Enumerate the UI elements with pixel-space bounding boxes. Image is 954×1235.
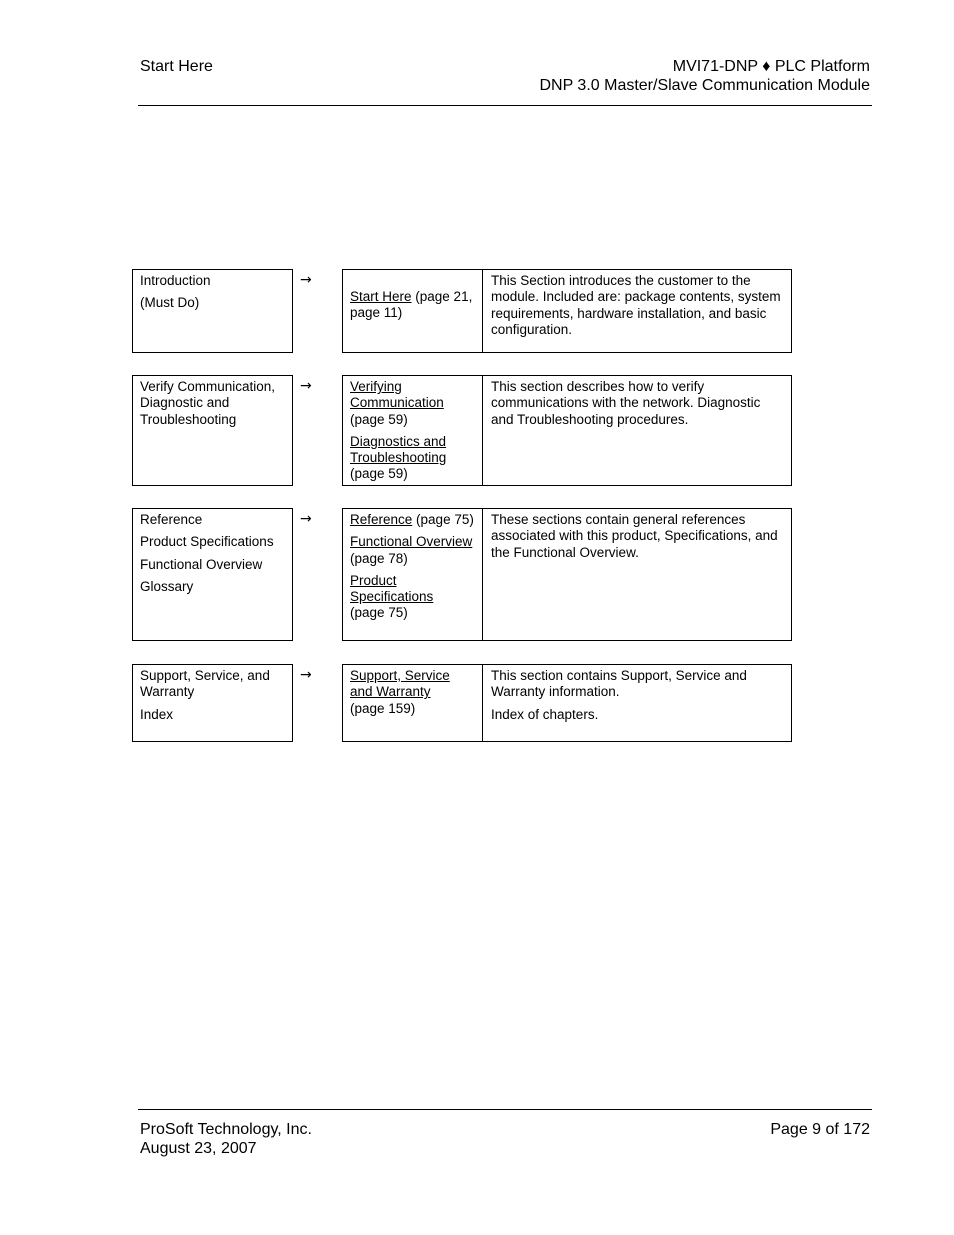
topic-cell [132, 508, 293, 641]
page-reference: (page 78) [350, 550, 408, 566]
topic-cell [132, 269, 293, 353]
description-text: Index of chapters. [491, 706, 599, 722]
topic-line: Support, Service, and Warranty [140, 668, 270, 700]
footer-page-number: Page 9 of 172 [770, 1121, 870, 1138]
description-text: This section describes how to verify communications with the network. Diagnostic and Troubleshooting procedures. [491, 379, 761, 427]
reference-entry [350, 573, 475, 622]
topic-cell [132, 375, 293, 486]
page-reference: (page 21, page 11) [350, 289, 473, 321]
link-support-service-warranty[interactable]: Support, Service and Warranty [350, 668, 450, 700]
header-divider [138, 105, 872, 106]
header-product-line2: DNP 3.0 Master/Slave Communication Module [539, 77, 870, 94]
guide-row-reference [132, 508, 792, 641]
header-section-title: Start Here [140, 58, 213, 75]
reference-entry [350, 534, 475, 567]
guide-row-support [132, 664, 792, 742]
right-arrow-icon: → [300, 667, 312, 683]
right-arrow-icon: → [300, 378, 312, 394]
right-arrow-icon: → [300, 272, 312, 288]
page-reference: (page 75) [350, 605, 408, 621]
topic-line: Verify Communication, Diagnostic and Troubleshooting [140, 379, 276, 427]
topic-line: Functional Overview [140, 556, 263, 572]
link-product-specifications[interactable]: Product Specifications [350, 572, 434, 605]
description-text: This section contains Support, Service and Warranty information. [491, 668, 747, 700]
description-cell [482, 375, 792, 486]
page-reference: (page 159) [350, 700, 416, 716]
footer-info [140, 1120, 312, 1158]
reference-entry [350, 434, 475, 483]
description-text: These sections contain general references associated with this product, Specifications, and the Functional Overview. [491, 512, 778, 560]
description-cell [482, 664, 792, 742]
header-product-line1: MVI71-DNP ♦ PLC Platform [672, 58, 870, 75]
topic-line: (Must Do) [140, 295, 200, 311]
reference-cell [342, 508, 483, 641]
link-diagnostics-troubleshooting[interactable]: Diagnostics and Troubleshooting [350, 433, 447, 466]
reference-cell [342, 269, 483, 353]
guide-row-introduction [132, 269, 792, 353]
page-reference: (page 59) [350, 466, 408, 482]
footer-date: August 23, 2007 [140, 1140, 257, 1157]
page-reference: (page 75) [412, 512, 474, 527]
topic-line: Reference [140, 512, 203, 527]
footer-divider [138, 1109, 872, 1110]
topic-cell [132, 664, 293, 742]
reference-cell [342, 375, 483, 486]
description-cell [482, 269, 792, 353]
page-reference: (page 59) [350, 411, 408, 427]
footer-company: ProSoft Technology, Inc. [140, 1121, 312, 1138]
description-cell [482, 508, 792, 641]
reference-entry [350, 289, 475, 322]
reference-entry [350, 512, 475, 528]
topic-line: Glossary [140, 578, 194, 594]
link-functional-overview[interactable]: Functional Overview [350, 534, 473, 550]
guide-row-verify-communication [132, 375, 792, 486]
link-reference[interactable]: Reference [350, 512, 413, 527]
topic-line: Product Specifications [140, 534, 274, 550]
topic-line: Introduction [140, 273, 211, 288]
link-verifying-communication[interactable]: Verifying Communication [350, 379, 444, 411]
reference-entry [350, 379, 475, 428]
description-text: This Section introduces the customer to the module. Included are: package contents, system requirements, hardware installation, and basic configuration. [491, 273, 781, 337]
reference-cell [342, 664, 483, 742]
link-start-here[interactable]: Start Here [350, 289, 412, 304]
header-product [539, 57, 870, 95]
reference-entry [350, 668, 475, 717]
right-arrow-icon: → [300, 511, 312, 527]
topic-line: Index [140, 706, 174, 722]
